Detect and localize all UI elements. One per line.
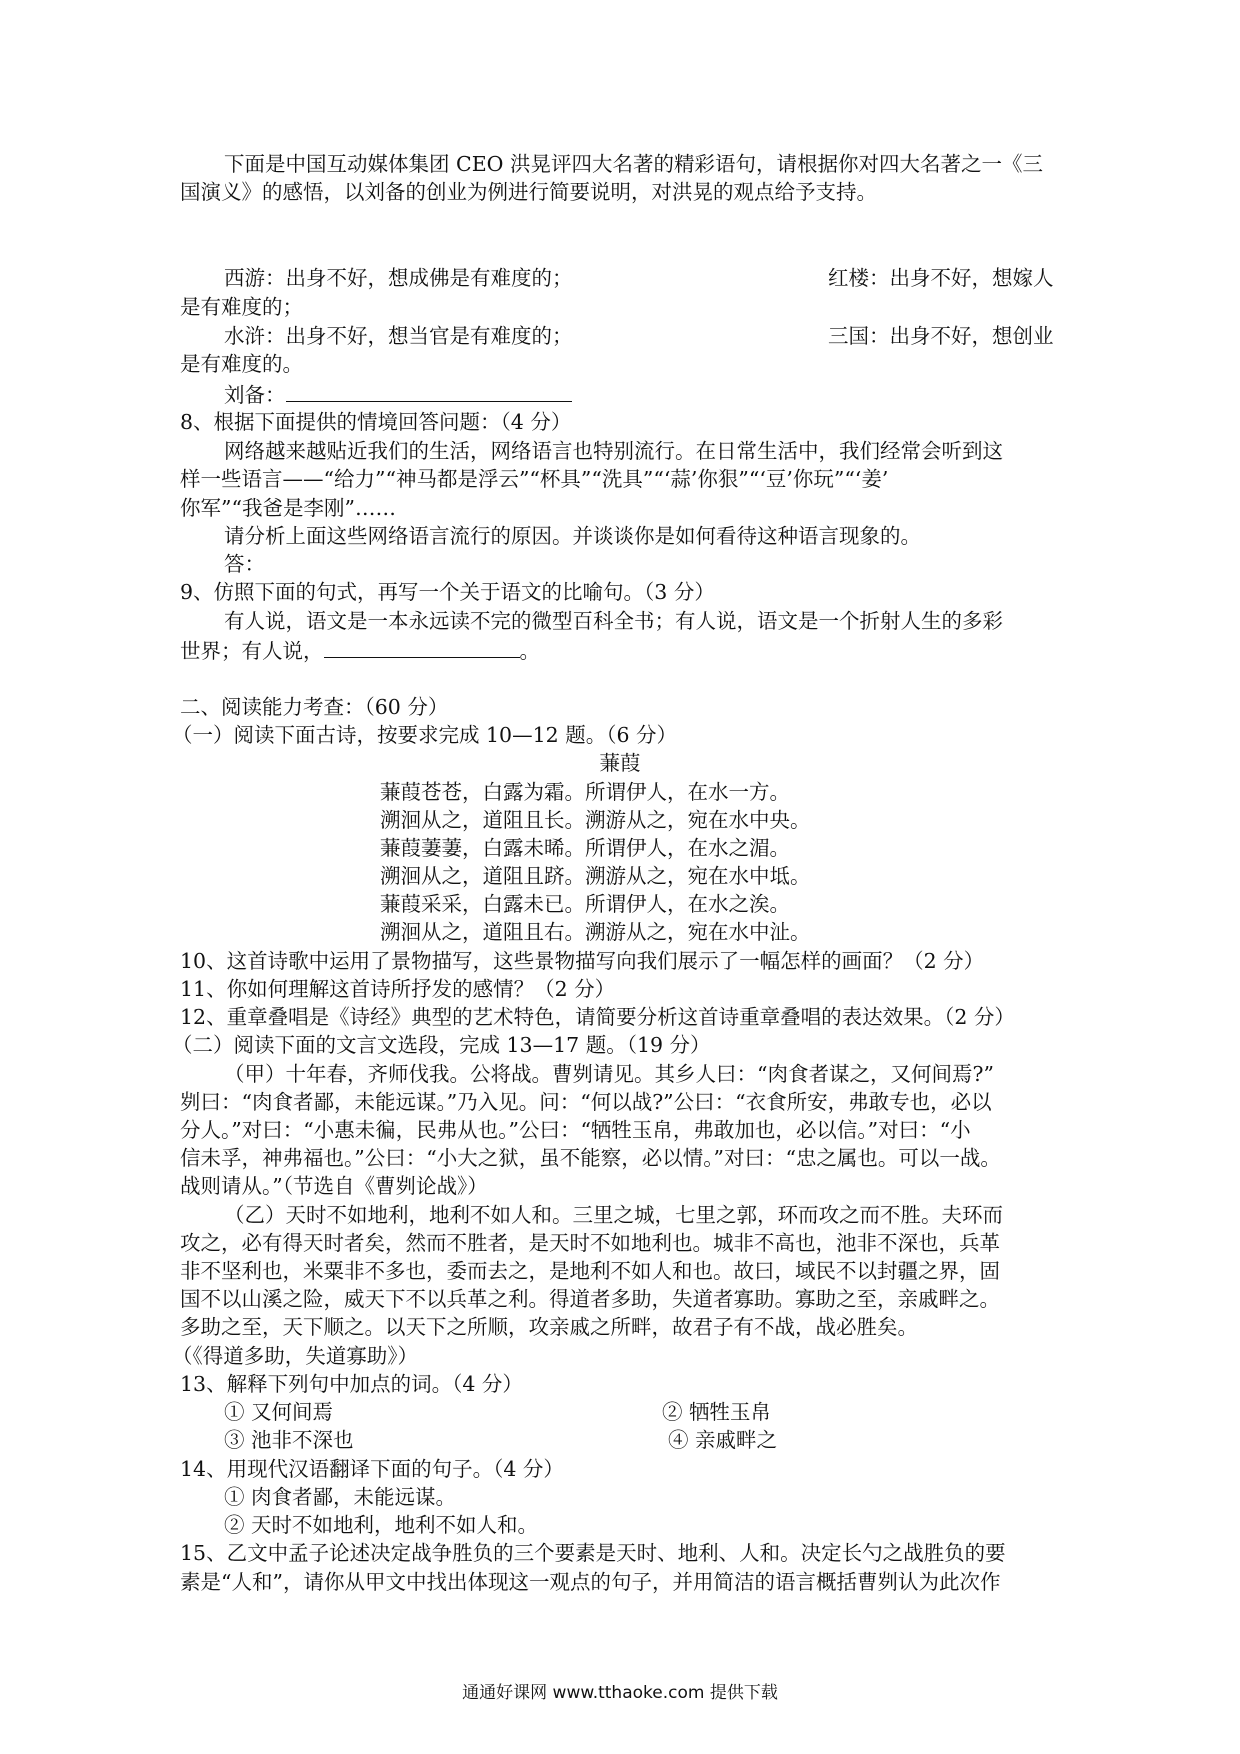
q8-answer-label: 答： [224,552,265,576]
q10: 10、这首诗歌中运用了景物描写，这些景物描写向我们展示了一幅怎样的画面？（2 分） [180,949,985,973]
q9-paragraph-2 [180,635,1070,665]
q9-suffix: 。 [519,639,540,663]
text-jia-line: 信未孚，神弗福也。”公曰：“小大之狱，虽不能察，必以情。”对曰：“忠之属也。可以一战。 [180,1146,1001,1170]
section-2-title: 二、阅读能力考查：（60 分） [180,695,449,719]
quote-sanguo: 三国：出身不好，想创业 [828,324,1054,348]
quote-honglou: 红楼：出身不好，想嫁人 [828,266,1054,290]
liubei-answer-line [224,379,1114,409]
q8-paragraph-4: 请分析上面这些网络语言流行的原因。并谈谈你是如何看待这种语言现象的。 [224,524,921,548]
q13-item-2: ② 牺牲玉帛 [662,1400,772,1424]
q12: 12、重章叠唱是《诗经》典型的艺术特色，请简要分析这首诗重章叠唱的表达效果。（2 分） [180,1005,1015,1029]
q9-prefix: 世界；有人说， [180,639,324,663]
q14-item-2: ② 天时不如地利，地利不如人和。 [224,1513,539,1537]
page-footer: 通通好课网 www.tthaoke.com 提供下载 [462,1683,778,1703]
intro-line-2: 国演义》的感悟，以刘备的创业为例进行简要说明，对洪晃的观点给予支持。 [180,180,877,204]
text-yi-source: （《得道多助，失道寡助》） [172,1344,418,1368]
q9-title: 9、仿照下面的句式，再写一个关于语文的比喻句。（3 分） [180,580,715,604]
q15-line-2: 素是“人和”，请你从甲文中找出体现这一观点的句子，并用简洁的语言概括曹刿认为此次作 [180,1570,1001,1594]
poem-line: 溯洄从之，道阻且右。溯游从之，宛在水中沚。 [380,920,811,944]
q13-title: 13、解释下列句中加点的词。（4 分） [180,1372,523,1396]
q14-title: 14、用现代汉语翻译下面的句子。（4 分） [180,1457,564,1481]
liubei-answer-blank[interactable] [286,379,572,402]
quote-xiyou: 西游：出身不好，想成佛是有难度的； [224,266,573,290]
text-yi-line: 攻之，必有得天时者矣，然而不胜者，是天时不如地利也。城非不高也，池非不深也，兵革 [180,1231,1000,1255]
text-yi-line: 多助之至，天下顺之。以天下之所顺，攻亲戚之所畔，故君子有不战，战必胜矣。 [180,1315,918,1339]
part-1-title: （一）阅读下面古诗，按要求完成 10—12 题。（6 分） [172,723,678,747]
q8-paragraph-3: 你军”“我爸是李刚”…… [180,496,396,520]
part-2-title: （二）阅读下面的文言文选段，完成 13—17 题。（19 分） [172,1033,711,1057]
q13-item-4: ④ 亲戚畔之 [668,1428,778,1452]
q13-item-3: ③ 池非不深也 [224,1428,354,1452]
poem-line: 蒹葭采采，白露未已。所谓伊人，在水之涘。 [380,892,790,916]
q9-paragraph-1: 有人说，语文是一本永远读不完的微型百科全书；有人说，语文是一个折射人生的多彩 [224,609,1003,633]
poem-line: 溯洄从之，道阻且跻。溯游从之，宛在水中坻。 [380,864,811,888]
quote-shuihu: 水浒：出身不好，想当官是有难度的； [224,324,573,348]
poem-line: 蒹葭苍苍，白露为霜。所谓伊人，在水一方。 [380,780,790,804]
q8-paragraph-2: 样一些语言——“给力”“神马都是浮云”“杯具”“洗具”“‘蒜’你狠”“‘豆’你玩”“‘姜’ [180,467,889,491]
q11: 11、你如何理解这首诗所抒发的感情？（2 分） [180,977,616,1001]
poem-line: 溯洄从之，道阻且长。溯游从之，宛在水中央。 [380,808,811,832]
q15-line-1: 15、乙文中孟子论述决定战争胜负的三个要素是天时、地利、人和。决定长勺之战胜负的要 [180,1541,1006,1565]
q9-answer-blank[interactable] [324,635,520,658]
liubei-label: 刘备： [224,383,286,407]
q14-item-1: ① 肉食者鄙，未能远谋。 [224,1485,457,1509]
q8-title: 8、根据下面提供的情境回答问题：（4 分） [180,410,572,434]
poem-title: 蒹葭 [599,751,641,775]
poem-line: 蒹葭萋萋，白露未晞。所谓伊人，在水之湄。 [380,836,790,860]
q13-item-1: ① 又何间焉 [224,1400,334,1424]
q8-paragraph-1: 网络越来越贴近我们的生活，网络语言也特别流行。在日常生活中，我们经常会听到这 [224,439,1003,463]
text-jia-line: 刿曰：“肉食者鄙，未能远谋。”乃入见。问：“何以战?”公曰：“衣食所安，弗敢专也，必以 [180,1090,992,1114]
text-jia-line: 战则请从。”（节选自《曹刿论战》） [180,1174,488,1198]
text-yi-line: 非不坚利也，米粟非不多也，委而去之，是地利不如人和也。故曰，域民不以封疆之界，固 [180,1259,1000,1283]
text-jia-line: 分人。”对曰：“小惠未徧，民弗从也。”公曰：“牺牲玉帛，弗敢加也，必以信。”对曰：“小 [180,1118,971,1142]
intro-line-1: 下面是中国互动媒体集团 CEO 洪晃评四大名著的精彩语句，请根据你对四大名著之一《三 [224,152,1043,176]
text-jia-line: （甲）十年春，齐师伐我。公将战。曹刿请见。其乡人曰：“肉食者谋之，又何间焉?” [224,1062,994,1086]
quote-sanguo-cont: 是有难度的。 [180,352,303,376]
text-yi-line: （乙）天时不如地利，地利不如人和。三里之城，七里之郭，环而攻之而不胜。夫环而 [224,1203,1003,1227]
text-yi-line: 国不以山溪之险，威天下不以兵革之利。得道者多助，失道者寡助。寡助之至，亲戚畔之。 [180,1287,1000,1311]
quote-honglou-cont: 是有难度的； [180,295,303,319]
